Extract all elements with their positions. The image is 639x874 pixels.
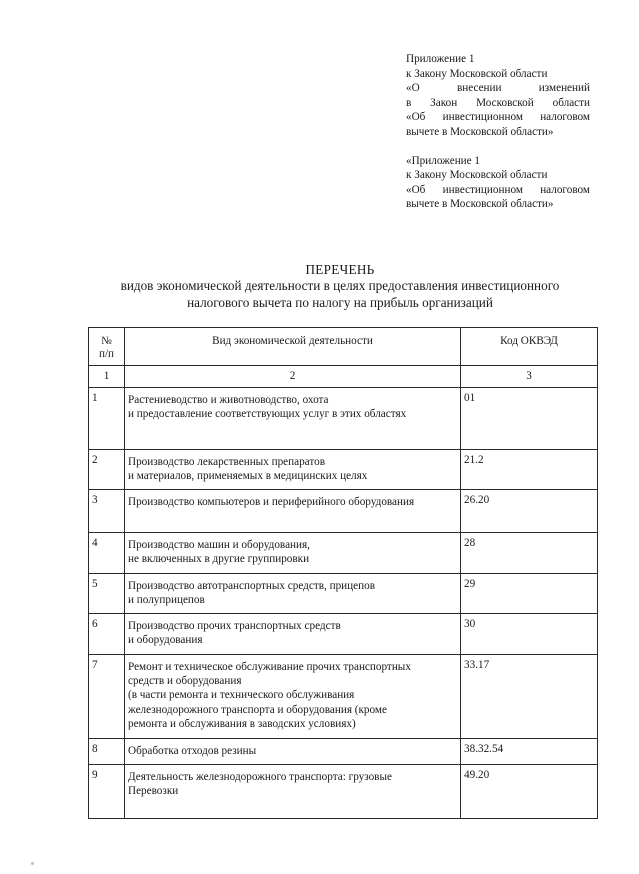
appendix-line: к Закону Московской области [406, 169, 548, 182]
row-number: 5 [89, 574, 125, 614]
appendix-line: «О внесении изменений [406, 82, 590, 95]
activity-cell: Производство лекарственных препаратов и материалов, применяемых в медицинских целях [125, 450, 461, 490]
activities-table [88, 327, 598, 819]
okved-code: 29 [461, 574, 598, 614]
okved-code: 26.20 [461, 490, 598, 533]
table-index-row [89, 366, 598, 388]
appendix-line: в Закон Московской области [406, 96, 590, 109]
table-row [89, 765, 598, 819]
scan-speck [31, 862, 34, 865]
okved-code: 21.2 [461, 450, 598, 490]
table-row [89, 533, 598, 574]
okved-code: 30 [461, 614, 598, 655]
row-number: 8 [89, 739, 125, 765]
activity-cell: Производство прочих транспортных средств и оборудования [125, 614, 461, 655]
row-number: 2 [89, 450, 125, 490]
activity-cell: Растениеводство и животноводство, охота и предоставление соответствующих услуг в этих областях [125, 388, 461, 450]
row-number: 3 [89, 490, 125, 533]
activity-cell: Производство машин и оборудования, не включенных в другие группировки [125, 533, 461, 574]
activity-cell: Обработка отходов резины [125, 739, 461, 765]
row-number: 6 [89, 614, 125, 655]
column-header-code: Код ОКВЭД [461, 328, 598, 366]
title-line: видов экономической деятельности в целях предоставления инвестиционного [120, 278, 560, 294]
row-number: 1 [89, 388, 125, 450]
index-cell: 3 [461, 366, 598, 388]
appendix-line: вычете в Московской области» [406, 198, 554, 211]
title-heading: ПЕРЕЧЕНЬ [305, 262, 375, 277]
activity-cell: Производство компьютеров и периферийного оборудования [125, 490, 461, 533]
table-row [89, 490, 598, 533]
title-line: налогового вычета по налогу на прибыль организаций [187, 294, 493, 310]
okved-code: 38.32.54 [461, 739, 598, 765]
table-row [89, 655, 598, 739]
table-row [89, 614, 598, 655]
row-number: 9 [89, 765, 125, 819]
activity-cell: Деятельность железнодорожного транспорта: грузовые Перевозки [125, 765, 461, 819]
okved-code: 01 [461, 388, 598, 450]
appendix-note [406, 52, 590, 212]
appendix-line: «Приложение 1 [406, 154, 481, 167]
row-number: 7 [89, 655, 125, 739]
activity-cell: Производство автотранспортных средств, прицепов и полуприцепов [125, 574, 461, 614]
appendix-line: к Закону Московской области [406, 67, 548, 80]
table-row [89, 450, 598, 490]
document-title [60, 262, 620, 311]
column-header-activity: Вид экономической деятельности [125, 328, 461, 366]
okved-code: 28 [461, 533, 598, 574]
index-cell: 1 [89, 366, 125, 388]
okved-code: 49.20 [461, 765, 598, 819]
table-header-row [89, 328, 598, 366]
table-row [89, 739, 598, 765]
okved-code: 33.17 [461, 655, 598, 739]
appendix-line: Приложение 1 [406, 53, 475, 65]
appendix-line: «Об инвестиционном налоговом [406, 183, 590, 196]
column-header-number: № п/п [89, 328, 125, 366]
row-number: 4 [89, 533, 125, 574]
table-row [89, 574, 598, 614]
activity-cell: Ремонт и техническое обслуживание прочих транспортных средств и оборудования (в части ремонта и технического обслуживания железнодорожного транспорта и оборудования (кроме ремонта и обслуживания в заводских условиях) [125, 655, 461, 739]
appendix-line: «Об инвестиционном налоговом [406, 111, 590, 124]
index-cell: 2 [125, 366, 461, 388]
table-row [89, 388, 598, 450]
appendix-line: вычете в Московской области» [406, 125, 554, 138]
